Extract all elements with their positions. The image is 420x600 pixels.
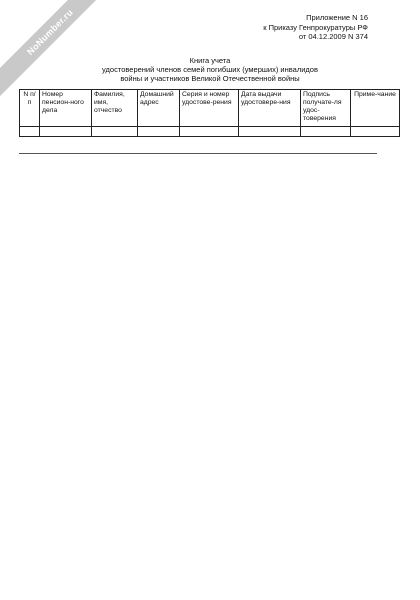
header-note: Приме-чание [351,90,400,127]
annex-line-3: от 04.12.2009 N 374 [298,32,368,41]
table-cell [239,127,301,137]
table-cell [180,127,239,137]
header-certificate-number: Серия и номер удостове-рения [180,90,239,127]
annex-block [263,13,368,42]
table-cell [301,127,351,137]
divider-line [19,153,377,154]
header-pension-file: Номер пенсион-ного дела [40,90,92,127]
table-cell [138,127,180,137]
table-cell [40,127,92,137]
table-cell [20,127,40,137]
header-issue-date: Дата выдачи удостовере-ния [239,90,301,127]
annex-line-2: к Приказу Генпрокуратуры РФ [263,22,368,32]
title-line-2: удостоверений членов семей погибших (умерших) инвалидов [102,65,318,74]
register-table [19,89,400,137]
header-full-name: Фамилия, имя, отчество [92,90,138,127]
table-header-row [20,90,400,127]
header-recipient-signature: Подпись получате-ля удос-товерения [301,90,351,127]
table-cell [351,127,400,137]
annex-line-1: Приложение N 16 [306,13,368,22]
document-title [0,56,420,83]
watermark: NoNumber.ru [0,0,121,103]
table-row [20,127,400,137]
header-number: N п/п [20,90,40,127]
header-home-address: Домашний адрес [138,90,180,127]
title-line-1: Книга учета [189,56,231,65]
table-cell [92,127,138,137]
title-line-3: войны и участников Великой Отечественной войны [120,74,300,83]
